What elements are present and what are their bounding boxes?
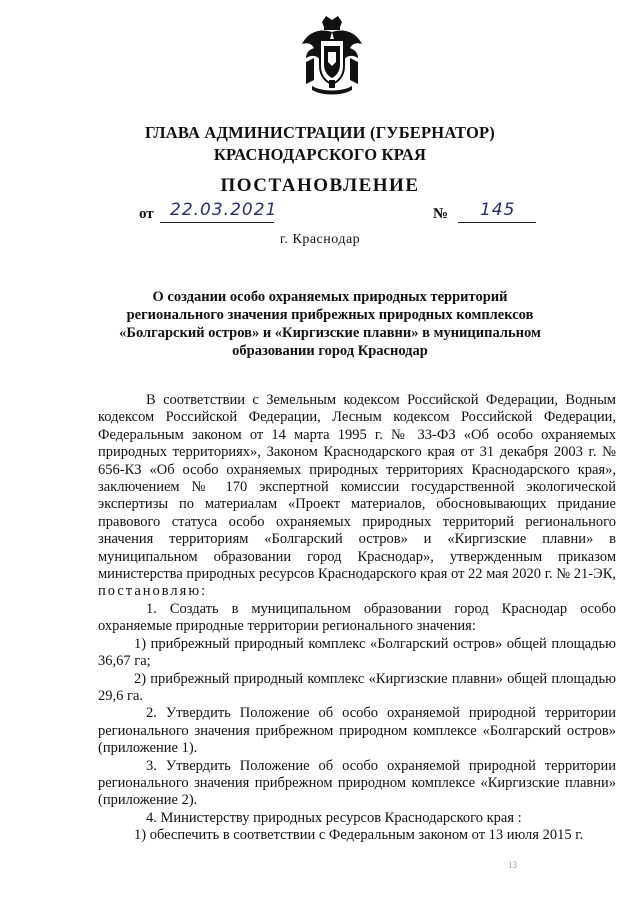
issuing-authority bbox=[0, 122, 640, 166]
krasnodar-coat-of-arms-icon bbox=[298, 14, 366, 98]
item-1-subitem-1: 1) прибрежный природный комплекс «Болгарский остров» общей площадью 36,67 га; bbox=[98, 635, 616, 670]
item-3: 3. Утвердить Положение об особо охраняемой природной территории регионального значения прибрежном природном комплексе «Киргизские плавни» (приложение 2). bbox=[98, 757, 616, 809]
item-4-subitem-1: 1) обеспечить в соответствии с Федеральным законом от 13 июля 2015 г. bbox=[134, 827, 584, 844]
item-1-subitem-2: 2) прибрежный природный комплекс «Киргизские плавни» общей площадью 29,6 га. bbox=[98, 670, 616, 704]
number-underline bbox=[458, 222, 536, 223]
document-body bbox=[98, 392, 616, 845]
number-prefix: № bbox=[433, 206, 449, 222]
date-prefix: от bbox=[139, 206, 154, 222]
item-1: 1. Создать в муниципальном образовании город Краснодар особо охраняемые природные территории регионального значения: bbox=[98, 600, 616, 635]
title-line-2: регионального значения прибрежных природных комплексов bbox=[126, 307, 534, 323]
document-number: 145 bbox=[480, 200, 516, 220]
document-date: 22.03.2021 bbox=[170, 200, 278, 220]
date-underline bbox=[160, 222, 274, 223]
issue-city: г. Краснодар bbox=[279, 232, 361, 247]
document-title bbox=[110, 288, 550, 360]
preamble-text: В соответствии с Земельным кодексом Российской Федерации, Водным кодексом Российской Федерации, Лесным кодексом Российской Федерации, Федеральным законом от 14 марта 1995 г. № 33-ФЗ «Об особо охраняемых природных территориях», Законом Краснодарского края от 31 декабря 2003 г. № 656-КЗ «Об особо охраняемых природных территориях Краснодарского края», заключением № 170 экспертной комиссии государственной экологической экспертизы по материалам «Проект материалов, обосновывающих придание правового статуса особо охраняемых природных территорий регионального значения территориям «Болгарский остров» и «Киргизские плавни» в муниципальном образовании город Краснодар», утвержденным приказом министерства природных ресурсов Краснодарского края от 22 мая 2020 г. № 21-ЭК, bbox=[98, 392, 616, 583]
preamble-paragraph bbox=[98, 392, 616, 601]
title-line-4: образовании город Краснодар bbox=[232, 343, 428, 359]
item-4: 4. Министерству природных ресурсов Краснодарского края : bbox=[146, 809, 522, 826]
authority-line-2: КРАСНОДАРСКОГО КРАЯ bbox=[213, 145, 427, 164]
document-type: ПОСТАНОВЛЕНИЕ bbox=[220, 175, 420, 196]
title-line-3: «Болгарский остров» и «Киргизские плавни» в муниципальном bbox=[119, 325, 541, 341]
title-line-1: О создании особо охраняемых природных территорий bbox=[152, 289, 508, 305]
authority-line-1: ГЛАВА АДМИНИСТРАЦИИ (ГУБЕРНАТОР) bbox=[145, 123, 495, 142]
page-mark: 13 bbox=[508, 860, 517, 870]
date-number-row bbox=[0, 200, 640, 228]
decree-word: постановляю: bbox=[98, 583, 208, 600]
item-2: 2. Утвердить Положение об особо охраняемой природной территории регионального значения прибрежном природном комплексе «Болгарский остров» (приложение 1). bbox=[98, 705, 616, 757]
